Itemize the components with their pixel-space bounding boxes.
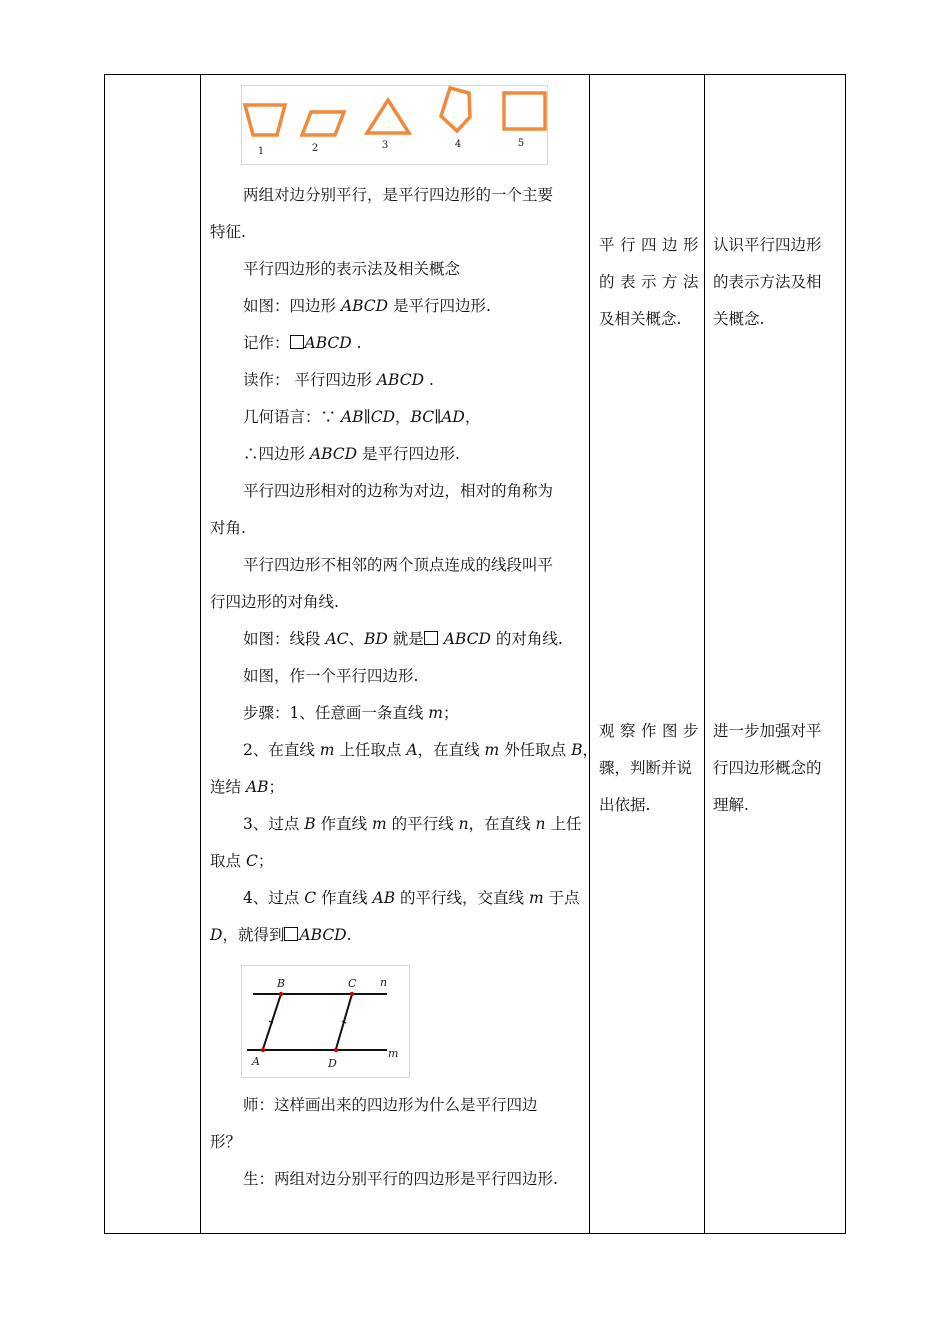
- text-line: 步骤：1、任意画一条直线 m；: [243, 704, 459, 722]
- intent-block-2: [713, 713, 822, 824]
- text-line: 对角.: [210, 519, 246, 537]
- student-line: 生：两组对边分别平行的四边形是平行四边形.: [243, 1170, 558, 1188]
- lesson-table: [104, 74, 846, 1234]
- text-line: 如图：四边形 ABCD 是平行四边形.: [243, 297, 491, 315]
- text-line: 如图，作一个平行四边形.: [243, 667, 419, 685]
- label-m: m: [388, 1047, 399, 1060]
- point-B: [279, 992, 283, 996]
- activity-block-1: [599, 227, 704, 338]
- text-line: 两组对边分别平行，是平行四边形的一个主要: [243, 186, 554, 204]
- label-n: n: [380, 976, 388, 989]
- text-line: 的表示方法: [599, 273, 705, 291]
- text-line: 骤，判断并说: [599, 759, 693, 777]
- point-D: [334, 1048, 338, 1052]
- label-B: B: [277, 977, 286, 990]
- text-line: 进一步加强对平: [713, 722, 822, 740]
- teacher-line: 师：这样画出来的四边形为什么是平行四边: [243, 1096, 538, 1114]
- label-A: A: [252, 1055, 260, 1068]
- text-line: 出依据.: [599, 796, 651, 814]
- text-line: 的表示方法及相: [713, 273, 822, 291]
- text-line: 平行四边形: [599, 236, 705, 254]
- parallelogram-symbol: [284, 927, 298, 941]
- text-line: 3、过点 B 作直线 m 的平行线 n，在直线 n 上任: [243, 815, 582, 833]
- text-line: 特征.: [210, 223, 246, 241]
- text-line: 关概念.: [713, 310, 765, 328]
- dialogue-text: [210, 1087, 582, 1198]
- text-line: 平行四边形相对的边称为对边，相对的角称为: [243, 482, 554, 500]
- text-line: ∴四边形 ABCD 是平行四边形.: [243, 445, 460, 463]
- text-line: 平行四边形不相邻的两个顶点连成的线段叫平: [243, 556, 554, 574]
- activity-block-2: [599, 713, 704, 824]
- label-C: C: [348, 977, 357, 990]
- point-C: [350, 992, 354, 996]
- column-divider-1: [200, 75, 201, 1233]
- main-text: [210, 177, 598, 954]
- point-A: [261, 1048, 265, 1052]
- text-line: 记作： ABCD .: [243, 334, 362, 352]
- column-divider-2: [589, 75, 590, 1233]
- text-line: 行四边形概念的: [713, 759, 822, 777]
- section-heading: 平行四边形的表示法及相关概念: [243, 260, 461, 278]
- text-line: 读作： 平行四边形 ABCD .: [243, 371, 434, 389]
- text-line: 连结 AB；: [210, 778, 285, 796]
- shape-label: 5: [517, 138, 525, 149]
- shape-label: 2: [311, 143, 319, 154]
- label-D: D: [328, 1057, 337, 1070]
- text-line: 2、在直线 m 上任取点 A，在直线 m 外任取点 B，: [243, 741, 598, 759]
- text-line: 理解.: [713, 796, 749, 814]
- text-line: 取点 C；: [210, 852, 274, 870]
- shape-label: 4: [454, 139, 462, 150]
- text-line: 几何语言：∵ AB∥CD，BC∥AD，: [243, 408, 481, 426]
- text-line: 认识平行四边形: [713, 236, 822, 254]
- parallelogram-symbol: [424, 631, 438, 645]
- parallelogram-symbol: [290, 335, 304, 349]
- construction-figure: [241, 965, 410, 1078]
- text-line: 形？: [210, 1133, 242, 1151]
- text-line: 如图：线段 AC、BD 就是 ABCD 的对角线.: [243, 630, 563, 648]
- shape-label: 1: [257, 146, 265, 157]
- text-line: 4、过点 C 作直线 AB 的平行线，交直线 m 于点: [243, 889, 580, 907]
- text-line: 行四边形的对角线.: [210, 593, 339, 611]
- shape-label: 3: [381, 140, 389, 151]
- intent-block-1: [713, 227, 822, 338]
- shapes-figure: [241, 85, 548, 165]
- text-line: D，就得到 ABCD.: [210, 926, 352, 944]
- column-divider-3: [704, 75, 705, 1233]
- text-line: 及相关概念.: [599, 310, 682, 328]
- text-line: 观察作图步: [599, 722, 705, 740]
